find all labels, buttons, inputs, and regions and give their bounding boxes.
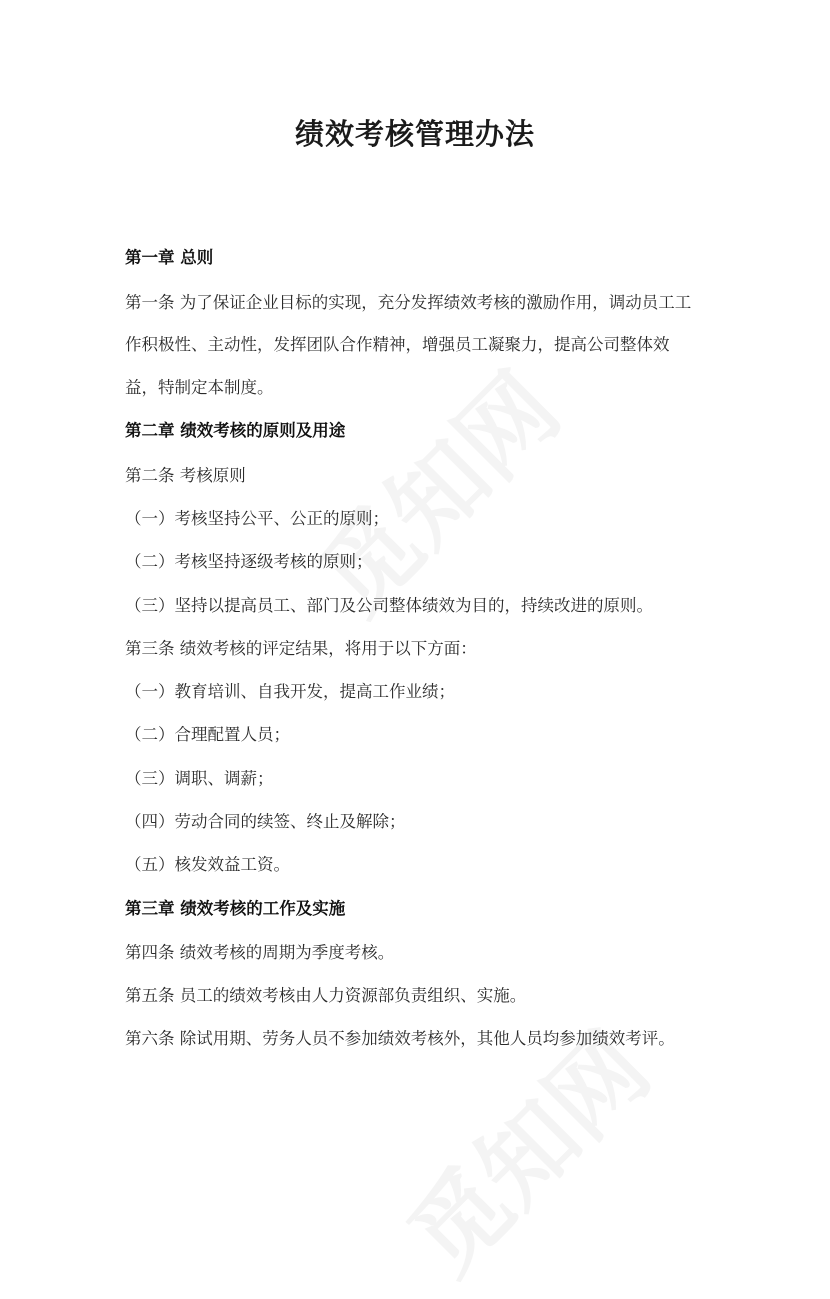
- paragraph-line: 第三条 绩效考核的评定结果，将用于以下方面：: [125, 639, 477, 658]
- chapter-heading: 第一章 总则: [125, 248, 214, 267]
- document-title: 绩效考核管理办法: [294, 117, 535, 151]
- list-item: （二）合理配置人员；: [125, 725, 290, 744]
- list-item: （二）考核坚持逐级考核的原则；: [125, 552, 373, 571]
- list-item: （一）教育培训、自我开发，提高工作业绩；: [125, 682, 455, 701]
- paragraph-line: 第二条 考核原则: [125, 466, 246, 485]
- paragraph-line: 作积极性、主动性，发挥团队合作精神，增强员工凝聚力，提高公司整体效: [125, 335, 670, 354]
- list-item: （四）劳动合同的续签、终止及解除；: [125, 812, 406, 831]
- paragraph-line: 第一条 为了保证企业目标的实现，充分发挥绩效考核的激励作用，调动员工工: [125, 293, 692, 312]
- paragraph-line: 第六条 除试用期、劳务人员不参加绩效考核外，其他人员均参加绩效考评。: [125, 1029, 675, 1048]
- paragraph-line: 第四条 绩效考核的周期为季度考核。: [125, 943, 395, 962]
- list-item: （三）坚持以提高员工、部门及公司整体绩效为目的，持续改进的原则。: [125, 596, 653, 615]
- chapter-heading: 第三章 绩效考核的工作及实施: [125, 899, 346, 918]
- chapter-heading: 第二章 绩效考核的原则及用途: [125, 421, 346, 440]
- list-item: （一）考核坚持公平、公正的原则；: [125, 509, 389, 528]
- paragraph-line: 益，特制定本制度。: [125, 378, 274, 397]
- list-item: （五）核发效益工资。: [125, 855, 290, 874]
- paragraph-line: 第五条 员工的绩效考核由人力资源部负责组织、实施。: [125, 986, 527, 1005]
- list-item: （三）调职、调薪；: [125, 769, 274, 788]
